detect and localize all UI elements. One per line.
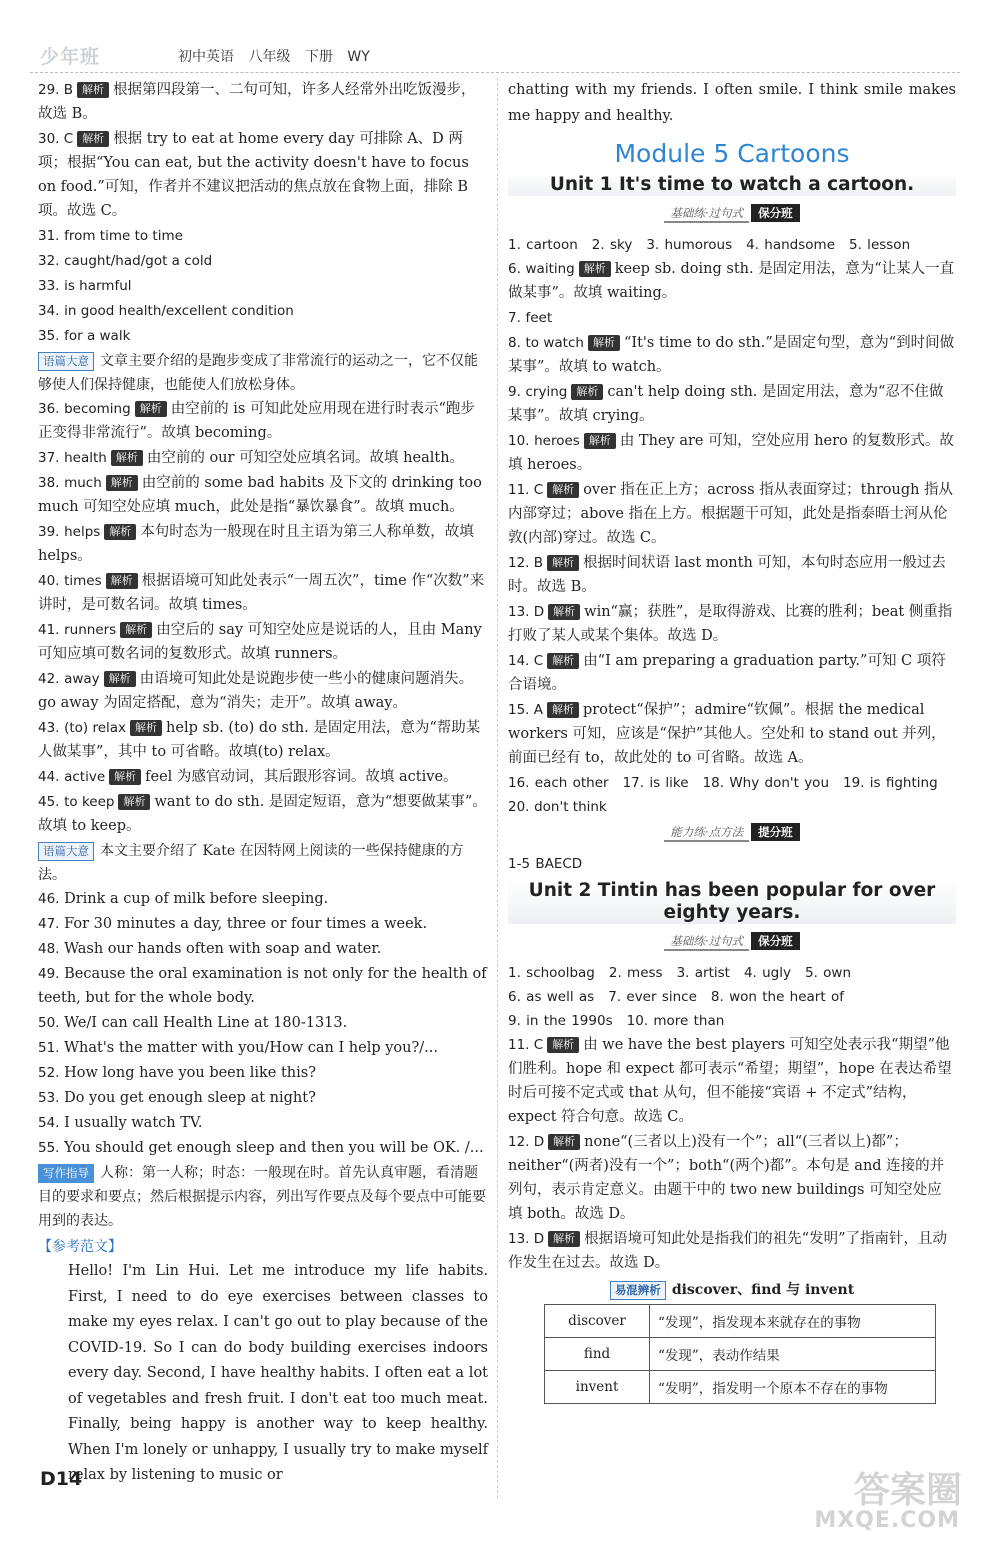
- answer-item: 31. from time to time: [38, 228, 183, 244]
- answer-item: 20. don't think: [508, 799, 607, 815]
- section-band: 基础练·过句式 保分班: [508, 204, 956, 223]
- answer-item: 11. C 解析 由 we have the best players 可知空处表示我“期望”他们胜利。hope 和 expect 都可表示“希望；期望”，hope 在表达希望时后可接不定式或 that 从句，但不能接“宾语 + 不定式”结构，expect 符合句意。故选 C。: [508, 1037, 952, 1125]
- answer-row: 16. each other 17. is like 18. Why don't you 19. is fighting: [508, 775, 938, 791]
- comparison-box: [508, 1279, 956, 1404]
- answer-item: 35. for a walk: [38, 328, 131, 344]
- table-row: invent “发明”，指发明一个原本不存在的事物: [545, 1371, 936, 1404]
- left-column: [38, 78, 488, 1489]
- answer-item: 44. active 解析 feel 为感官动词，其后跟形容词。故填 active。: [38, 769, 458, 785]
- sample-essay-title: 【参考范文】: [38, 1239, 122, 1255]
- answer-item: 33. is harmful: [38, 278, 132, 294]
- answer-row: 1. schoolbag 2. mess 3. artist 4. ugly 5. own: [508, 965, 852, 981]
- answer-item: 10. heroes 解析 由 They are 可知，空处应用 hero 的复数形式。故填 heroes。: [508, 433, 954, 473]
- sample-essay-continued: chatting with my friends. I often smile. I think smile makes me happy and healthy.: [508, 82, 956, 124]
- answer-item: 48. Wash our hands often with soap and water.: [38, 941, 382, 957]
- answer-item: 36. becoming 解析 由空前的 is 可知此处应用现在进行时表示“跑步正变得非常流行”。故填 becoming。: [38, 401, 475, 441]
- answer-item: 12. B 解析 根据时间状语 last month 可知，本句时态应用一般过去时。故选 B。: [508, 555, 946, 595]
- answer-item: 34. in good health/excellent condition: [38, 303, 294, 319]
- answer-item: 46. Drink a cup of milk before sleeping.: [38, 891, 329, 907]
- answer-row: 9. in the 1990s 10. more than: [508, 1013, 725, 1029]
- passage-summary: 语篇大意 文章主要介绍的是跑步变成了非常流行的运动之一，它不仅能够使人们保持健康，也能使人们放松身体。: [38, 353, 478, 393]
- section-band: 基础练·过句式 保分班: [508, 932, 956, 951]
- answer-item: 8. to watch 解析 “It's time to do sth.”是固定句型，意为“到时间做某事”。故填 to watch。: [508, 335, 955, 375]
- answer-item: 30. C 解析 根据 try to eat at home every day 可排除 A、D 两项；根据“You can eat, but the activity doesn't have to focus on food.”可知，作者并不建议把活动的焦点放在食物上面，排除 B 项。故选 C。: [38, 131, 469, 219]
- answer-item: 52. How long have you been like this?: [38, 1065, 316, 1081]
- answer-item: 39. helps 解析 本句时态为一般现在时且主语为第三人称单数，故填 helps。: [38, 524, 474, 564]
- unit1-title: Unit 1 It's time to watch a cartoon.: [508, 174, 956, 196]
- answer-item: 41. runners 解析 由空后的 say 可知空处应是说话的人，且由 Many 可知应填可数名词的复数形式。故填 runners。: [38, 622, 482, 662]
- answer-row: 6. as well as 7. ever since 8. won the heart of: [508, 989, 844, 1005]
- answer-item: 12. D 解析 none“(三者以上)没有一个”；all“(三者以上)都”；neither“(两者)没有一个”；both“(两个)都”。本句是 and 连接的并列句，表示肯定意义。由题干中的 two new buildings 可知空处应填 both。故选 D。: [508, 1134, 945, 1222]
- right-column: [508, 78, 956, 1404]
- answer-row: 1. cartoon 2. sky 3. humorous 4. handsome 5. lesson: [508, 237, 911, 253]
- header-divider: [30, 72, 960, 73]
- module-title: Module 5 Cartoons: [614, 139, 850, 168]
- answer-row: 1-5 BAECD: [508, 856, 583, 872]
- table-row: discover “发现”，指发现本来就存在的事物: [545, 1305, 936, 1338]
- answer-item: 13. D 解析 win“赢；获胜”，是取得游戏、比赛的胜利；beat 侧重指打败了某人或某个集体。故选 D。: [508, 604, 953, 644]
- section-band: 能力练·点方法 提分班: [508, 823, 956, 842]
- answer-item: 49. Because the oral examination is not only for the health of teeth, but for the whole body.: [38, 966, 487, 1006]
- answer-item: 37. health 解析 由空前的 our 可知空处应填名词。故填 health。: [38, 450, 465, 466]
- answer-item: 7. feet: [508, 310, 553, 326]
- watermark-url: MXQE.COM: [814, 1508, 960, 1533]
- brand-logo: 少年班: [40, 46, 101, 68]
- comparison-title: 易混辨析 discover、find 与 invent: [508, 1279, 956, 1300]
- answer-item: 55. You should get enough sleep and then you will be OK. /...: [38, 1140, 484, 1156]
- page-header: [0, 0, 1000, 70]
- answer-item: 29. B 解析 根据第四段第一、二句可知，许多人经常外出吃饭漫步，故选 B。: [38, 82, 476, 122]
- answer-item: 50. We/I can call Health Line at 180-1313.: [38, 1015, 348, 1031]
- answer-item: 40. times 解析 根据语境可知此处表示“一周五次”，time 作“次数”来讲时，是可数名词。故填 times。: [38, 573, 485, 613]
- answer-item: 6. waiting 解析 keep sb. doing sth. 是固定用法，意为“让某人一直做某事”。故填 waiting。: [508, 261, 955, 301]
- answer-item: 14. C 解析 由“I am preparing a graduation party.”可知 C 项符合语境。: [508, 653, 946, 693]
- answer-item: 32. caught/had/got a cold: [38, 253, 213, 269]
- unit2-title: Unit 2 Tintin has been popular for over eighty years.: [508, 880, 956, 924]
- answer-item: 43. (to) relax 解析 help sb. (to) do sth. 是固定用法，意为“帮助某人做某事”，其中 to 可省略。故填(to) relax。: [38, 720, 481, 760]
- writing-guide: 写作指导 人称：第一人称；时态：一般现在时。首先认真审题，看清题目的要求和要点；然后根据提示内容，列出写作要点及每个要点中可能要用到的表达。: [38, 1165, 486, 1229]
- book-meta: 初中英语 八年级 下册 WY: [178, 49, 370, 65]
- comparison-table: [544, 1304, 936, 1404]
- answer-item: 47. For 30 minutes a day, three or four times a week.: [38, 916, 428, 932]
- page-number: D14: [40, 1468, 83, 1490]
- answer-item: 13. D 解析 根据语境可知此处是指我们的祖先“发明”了指南针，且动作发生在过去。故选 D。: [508, 1231, 947, 1271]
- passage-summary: 语篇大意 本文主要介绍了 Kate 在因特网上阅读的一些保持健康的方法。: [38, 843, 464, 883]
- answer-item: 11. C 解析 over 指在正上方；across 指从表面穿过；through 指从内部穿过；above 指在上方。根据题干可知，此处是指泰晤士河从伦敦(内部)穿过。故选 C。: [508, 482, 954, 546]
- answer-item: 53. Do you get enough sleep at night?: [38, 1090, 316, 1106]
- table-row: find “发现”，表动作结果: [545, 1338, 936, 1371]
- column-divider: [497, 78, 498, 1498]
- answer-item: 38. much 解析 由空前的 some bad habits 及下文的 drinking too much 可知空处应填 much，此处是指“暴饮暴食”。故填 much。: [38, 475, 482, 515]
- sample-essay: Hello! I'm Lin Hui. Let me introduce my life habits. First, I need to do eye exercises between classes to make my eyes relax. I can't go out to play because of the COVID-19. So I can do body building exercises indoors every day. Second, I have healthy habits. I often eat a lot of vegetables and fresh fruit. I don't eat too much meat. Finally, being happy is another way to keep healthy. When I'm lonely or unhappy, I usually try to make myself relax by listening to music or: [68, 1263, 488, 1483]
- answer-item: 54. I usually watch TV.: [38, 1115, 203, 1131]
- answer-item: 45. to keep 解析 want to do sth. 是固定短语，意为“想要做某事”。故填 to keep。: [38, 794, 487, 834]
- answer-item: 9. crying 解析 can't help doing sth. 是固定用法，意为“忍不住做某事”。故填 crying。: [508, 384, 944, 424]
- watermark-logo: 答案圈: [853, 1470, 962, 1511]
- answer-item: 15. A 解析 protect“保护”；admire“钦佩”。根据 the medical workers 可知，应该是“保护”其他人。空处和 to stand out 并列，前面已经有 to，故此处的 to 可省略。故选 A。: [508, 702, 946, 766]
- answer-item: 42. away 解析 由语境可知此处是说跑步使一些小的健康问题消失。go away 为固定搭配，意为“消失；走开”。故填 away。: [38, 671, 474, 711]
- answer-item: 51. What's the matter with you/How can I help you?/...: [38, 1040, 438, 1056]
